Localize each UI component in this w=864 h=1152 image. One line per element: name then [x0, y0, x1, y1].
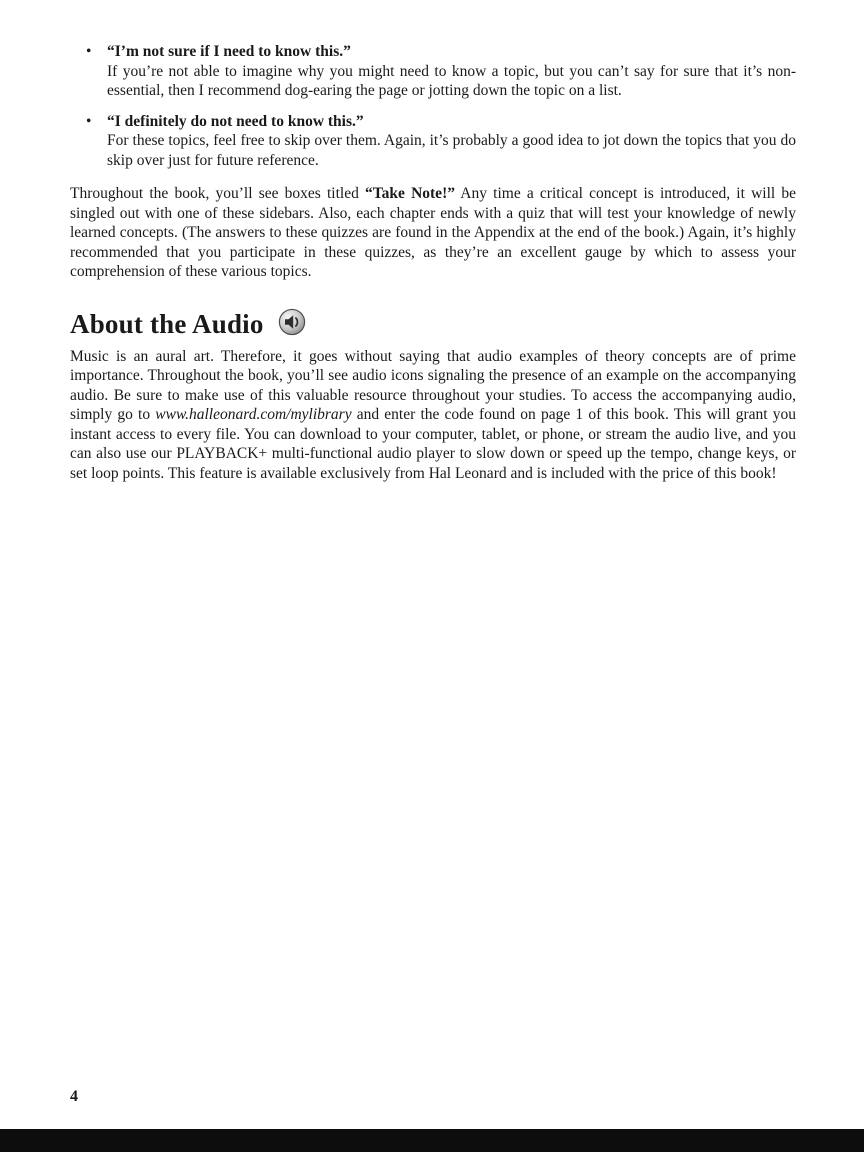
audio-url-text: www.halleonard.com/mylibrary — [155, 406, 352, 423]
about-audio-paragraph — [70, 347, 796, 484]
speaker-icon — [278, 308, 306, 341]
audio-text-after: and enter the code found on page 1 of this book. This will grant you instant access to every file. You can download to your computer, tablet, or phone, or stream the audio live, and you can also use our PLAYBACK+ multi-functional audio player to slow down or speed up the tempo, change keys, or set loop points. This feature is available exclusively from Hal Leonard and is included with the price of this book! — [70, 406, 796, 482]
take-note-text-after: Any time a critical concept is introduced, it will be singled out with one of these sidebars. Also, each chapter ends with a quiz that will test your knowledge of newly learned concepts. (The answers to these quizzes are found in the Appendix at the end of the book.) Again, it’s highly recommended that you participate in these quizzes, as they’re an excellent gauge by which to assess your comprehension of these various topics. — [70, 185, 796, 280]
bullet-heading: “I’m not sure if I need to know this.” — [107, 43, 351, 60]
page-title: About the Audio — [70, 308, 264, 339]
scan-artifact-bar — [0, 1129, 864, 1152]
bullet-heading: “I definitely do not need to know this.” — [107, 112, 364, 130]
take-note-paragraph — [70, 184, 796, 282]
bullet-icon: • — [86, 43, 92, 60]
page-number: 4 — [70, 1088, 78, 1105]
take-note-text-before: Throughout the book, you’ll see boxes titled — [70, 185, 365, 202]
audio-text-before: Music is an aural art. Therefore, it goes without saying that audio examples of theory concepts are of prime importance. Throughout the book, you’ll see audio icons signaling the presence of an example on the accompanying audio. Be sure to make use of this valuable resource throughout your studies. To access the accompanying audio, simply go to — [70, 347, 796, 423]
bullet-content — [107, 42, 796, 101]
bullet-list — [70, 42, 796, 170]
bullet-content — [107, 112, 796, 171]
take-note-bold: “Take Note!” — [365, 185, 455, 202]
list-item — [70, 42, 796, 101]
page-content — [70, 42, 796, 497]
bullet-body: For these topics, feel free to skip over them. Again, it’s probably a good idea to jot down the topics that you do skip over just for future reference. — [107, 132, 796, 169]
list-item — [70, 112, 796, 171]
bullet-icon: • — [86, 112, 92, 130]
bullet-body: If you’re not able to imagine why you might need to know a topic, but you can’t say for sure that it’s non-essential, then I recommend dog-earing the page or jotting down the topic on a list. — [107, 62, 796, 99]
section-heading-row — [70, 308, 796, 341]
